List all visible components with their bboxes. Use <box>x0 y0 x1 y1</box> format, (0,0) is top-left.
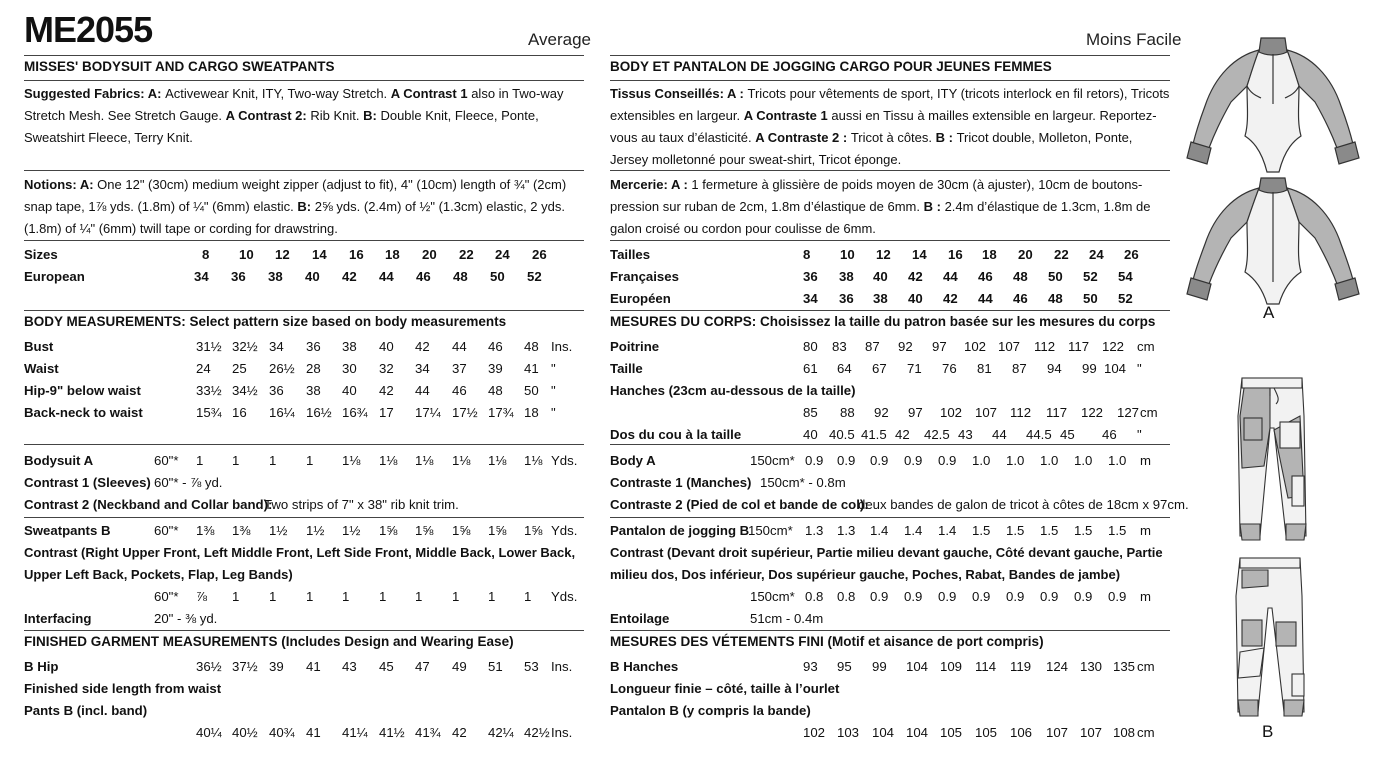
table-cell: 1½ <box>306 523 325 538</box>
table-cell: 17¾ <box>488 405 514 420</box>
table-cell: 36½ <box>196 659 222 674</box>
table-cell: 0.8 <box>805 589 824 604</box>
table-cell: 105 <box>940 725 963 740</box>
table-cell: 106 <box>1010 725 1033 740</box>
pants-row-en: 40¼ 40½ 40¾ 41 41¼ 41½ 41¾ 42 42¼ 42½ Ins. <box>24 722 584 744</box>
table-cell: 17¼ <box>415 405 441 420</box>
table-cell: 1.0 <box>1108 453 1127 468</box>
table-cell: 10 <box>239 247 254 262</box>
side-length-en: Finished side length from waist <box>24 681 222 696</box>
contrast-pants-row-fr: 150cm* 0.8 0.8 0.9 0.9 0.9 0.9 0.9 0.9 0.9 0.9 m <box>610 586 1170 608</box>
table-cell: 1⅛ <box>415 453 434 468</box>
table-cell: 109 <box>940 659 963 674</box>
table-cell: 102 <box>940 405 963 420</box>
sweatpants-front-illustration <box>1234 376 1310 552</box>
bust-row-fr: Poitrine 80 83 87 92 97 102 107 112 117 122 cm <box>610 336 1170 358</box>
table-cell: 44 <box>452 339 467 354</box>
sweatpants-row-en: Sweatpants B 60"* 1⅜ 1⅜ 1½ 1½ 1½ 1⅝ 1⅝ 1⅝ 1⅝ 1⅝ Yds. <box>24 520 584 542</box>
table-cell: 1⅛ <box>488 453 507 468</box>
view-b-label: B <box>1262 722 1274 741</box>
table-cell: 52 <box>527 269 542 284</box>
table-cell: 114 <box>975 659 997 674</box>
table-cell: 32½ <box>232 339 258 354</box>
table-cell: 1⅜ <box>232 523 251 538</box>
table-cell: 40 <box>379 339 394 354</box>
table-cell: 50 <box>1048 269 1063 284</box>
table-cell: 1.5 <box>972 523 991 538</box>
table-cell: 38 <box>839 269 854 284</box>
table-cell: 42 <box>379 383 394 398</box>
table-cell: 16 <box>232 405 247 420</box>
table-cell: 42 <box>943 291 958 306</box>
table-cell: 48 <box>488 383 503 398</box>
table-cell: 1 <box>524 589 532 604</box>
table-cell: 64 <box>837 361 852 376</box>
table-cell: 46 <box>1013 291 1028 306</box>
table-cell: 107 <box>1046 725 1069 740</box>
table-cell: 87 <box>865 339 880 354</box>
table-cell: 41½ <box>379 725 405 740</box>
table-cell: 0.8 <box>837 589 856 604</box>
table-cell: 41¾ <box>415 725 441 740</box>
table-cell: 94 <box>1047 361 1062 376</box>
contrast-pants-en: Contrast (Right Upper Front, Left Middle Front, Left Side Front, Middle Back, Lower Back, Upper Left Back, Pockets, Flap, Leg Bands) <box>24 545 576 582</box>
table-cell: 1 <box>306 453 314 468</box>
table-cell: 135 <box>1113 659 1136 674</box>
table-cell: 1⅛ <box>342 453 361 468</box>
table-cell: 39 <box>488 361 503 376</box>
table-cell: 18 <box>385 247 400 262</box>
table-cell: 34 <box>194 269 209 284</box>
table-cell: 112 <box>1010 405 1032 420</box>
european-row-en: European 34 36 38 40 42 44 46 48 50 52 <box>24 266 584 288</box>
table-cell: 1 <box>452 589 460 604</box>
table-cell: 41 <box>524 361 539 376</box>
table-cell: 43 <box>342 659 357 674</box>
table-cell: 24 <box>495 247 510 262</box>
table-cell: 12 <box>876 247 891 262</box>
body-a-row-fr: Body A 150cm* 0.9 0.9 0.9 0.9 0.9 1.0 1.0 1.0 1.0 1.0 m <box>610 450 1170 472</box>
table-cell: 51 <box>488 659 503 674</box>
table-cell: 1.5 <box>1108 523 1127 538</box>
table-cell: 88 <box>840 405 855 420</box>
table-cell: 1⅝ <box>415 523 434 538</box>
table-cell: 16 <box>948 247 963 262</box>
table-cell: 8 <box>803 247 811 262</box>
pants-row-fr: Pantalon de jogging B 150cm* 1.3 1.3 1.4 1.4 1.4 1.5 1.5 1.5 1.5 1.5 m <box>610 520 1170 542</box>
table-cell: 0.9 <box>870 453 889 468</box>
table-cell: 104 <box>906 659 929 674</box>
notions-en: Notions: A: One 12" (30cm) medium weight zipper (adjust to fit), 4" (10cm) length of ¾" (2cm) snap tape, 1⅞ yds. (1.8m) of ¼" (6mm) elastic. B: 2⅝ yds. (2.4m) of ½" (1.3cm) elastic, 2 yds. (1.8m) of ¼" (6mm) twill tape or cording for drawstring. <box>24 177 567 236</box>
table-cell: 1 <box>232 589 240 604</box>
table-cell: 24 <box>1089 247 1104 262</box>
table-cell: 22 <box>1054 247 1069 262</box>
table-cell: 38 <box>268 269 283 284</box>
table-cell: 40¾ <box>269 725 295 740</box>
table-cell: 16¼ <box>269 405 295 420</box>
table-cell: 81 <box>977 361 992 376</box>
table-cell: 36 <box>269 383 284 398</box>
bodysuit-back-illustration <box>1185 176 1361 306</box>
table-cell: 20 <box>1018 247 1033 262</box>
table-cell: 0.9 <box>904 589 923 604</box>
table-cell: 1 <box>342 589 350 604</box>
table-cell: 33½ <box>196 383 222 398</box>
table-cell: 43 <box>958 427 973 442</box>
fabrics-fr: Tissus Conseillés: A : Tricots pour vêtements de sport, ITY (tricots interlock en fil retors), Tricots extensibles en largeur. A Contraste 1 aussi en Tissu à mailles extensible en largeur. Reportez-vous au taux d’élasticité. A Contraste 2 : Tricot à côtes. B : Tricot double, Molleton, Ponte, Jersey molletonné pour sweat-shirt, Tricot éponge. <box>610 86 1170 167</box>
table-cell: 44 <box>943 269 958 284</box>
table-cell: 1⅜ <box>196 523 215 538</box>
table-cell: 92 <box>874 405 889 420</box>
table-cell: 97 <box>908 405 923 420</box>
title-en: MISSES' BODYSUIT AND CARGO SWEATPANTS <box>24 59 335 74</box>
table-cell: 1 <box>415 589 423 604</box>
table-cell: 52 <box>1083 269 1098 284</box>
table-cell: 52 <box>1118 291 1133 306</box>
table-cell: 45 <box>379 659 394 674</box>
view-a-label: A <box>1263 303 1275 322</box>
table-cell: 1.0 <box>1006 453 1025 468</box>
table-cell: 1.3 <box>805 523 824 538</box>
table-cell: 40.5 <box>829 427 855 442</box>
sizes-row-fr: Tailles 8 10 12 14 16 18 20 22 24 26 <box>610 244 1170 266</box>
table-cell: 36 <box>231 269 246 284</box>
table-cell: 1 <box>269 589 277 604</box>
body-row-en: Back-neck to waist 15¾ 16 16¼ 16½ 16¾ 17 17¼ 17½ 17¾ 18 " <box>24 402 584 424</box>
table-cell: 26 <box>532 247 547 262</box>
table-cell: 30 <box>342 361 357 376</box>
table-cell: 46 <box>978 269 993 284</box>
table-cell: 85 <box>803 405 818 420</box>
table-cell: 10 <box>840 247 855 262</box>
table-cell: 1 <box>232 453 240 468</box>
fhip-row-fr: B Hanches 93 95 99 104 109 114 119 124 130 135 cm <box>610 656 1170 678</box>
table-cell: 42 <box>342 269 357 284</box>
table-cell: 46 <box>1102 427 1117 442</box>
table-cell: 71 <box>907 361 922 376</box>
table-cell: 40 <box>873 269 888 284</box>
table-cell: 42½ <box>524 725 550 740</box>
hip-label-fr: Hanches (23cm au-dessous de la taille) <box>610 383 856 398</box>
table-cell: 50 <box>1083 291 1098 306</box>
table-cell: 42 <box>415 339 430 354</box>
table-cell: 1⅝ <box>452 523 471 538</box>
table-cell: 0.9 <box>1040 589 1059 604</box>
table-cell: 0.9 <box>938 589 957 604</box>
table-cell: ⅞ <box>196 589 207 604</box>
french-row-fr: Françaises 36 38 40 42 44 46 48 50 52 54 <box>610 266 1170 288</box>
table-cell: 1 <box>306 589 314 604</box>
fabrics-en: Suggested Fabrics: A: Activewear Knit, ITY, Two-way Stretch. A Contrast 1 also in Two-way Stretch Mesh. See Stretch Gauge. A Contrast 2: Rib Knit. B: Double Knit, Fleece, Ponte, Sweatshirt Fleece, Terry Knit. <box>24 86 564 145</box>
table-cell: 53 <box>524 659 539 674</box>
interfacing-row-fr: Entoilage 51cm - 0.4m <box>610 611 824 626</box>
table-cell: 1.5 <box>1006 523 1025 538</box>
table-cell: 42¼ <box>488 725 514 740</box>
table-cell: 0.9 <box>972 589 991 604</box>
table-cell: 1.4 <box>904 523 923 538</box>
table-cell: 47 <box>415 659 430 674</box>
hip-row-en: B Hip 36½ 37½ 39 41 43 45 47 49 51 53 Ins. <box>24 656 584 678</box>
table-cell: 14 <box>912 247 927 262</box>
table-cell: 122 <box>1081 405 1104 420</box>
bodysuit-front-illustration <box>1185 36 1361 178</box>
table-cell: 31½ <box>196 339 222 354</box>
table-cell: 1½ <box>342 523 361 538</box>
contrast-pants-row-en: 60"* ⅞ 1 1 1 1 1 1 1 1 1 Yds. <box>24 586 584 608</box>
table-cell: 44 <box>978 291 993 306</box>
table-cell: 50 <box>490 269 505 284</box>
table-cell: 46 <box>488 339 503 354</box>
table-cell: 104 <box>1104 361 1127 376</box>
table-cell: 93 <box>803 659 818 674</box>
table-cell: 36 <box>803 269 818 284</box>
table-cell: 1⅝ <box>524 523 543 538</box>
table-cell: 67 <box>872 361 887 376</box>
difficulty-en: Average <box>528 30 592 49</box>
waist-row-fr: Taille 61 64 67 71 76 81 87 94 99 104 " <box>610 358 1170 380</box>
body-heading-fr: MESURES DU CORPS: Choisissez la taille du patron basée sur les mesures du corps <box>610 314 1156 329</box>
table-cell: 26 <box>1124 247 1139 262</box>
table-cell: 38 <box>342 339 357 354</box>
table-cell: 48 <box>453 269 468 284</box>
table-cell: 40 <box>305 269 320 284</box>
table-cell: 117 <box>1046 405 1068 420</box>
table-cell: 40¼ <box>196 725 222 740</box>
body-row-en: Waist 24 25 26½ 28 30 32 34 37 39 41 " <box>24 358 584 380</box>
table-cell: 124 <box>1046 659 1069 674</box>
table-cell: 37½ <box>232 659 258 674</box>
table-cell: 1.5 <box>1040 523 1059 538</box>
table-cell: 16½ <box>306 405 332 420</box>
table-cell: 112 <box>1034 339 1056 354</box>
table-cell: 42 <box>452 725 467 740</box>
table-cell: 42.5 <box>924 427 950 442</box>
table-cell: 40 <box>342 383 357 398</box>
european-row-fr: Européen 34 36 38 40 42 44 46 48 50 52 <box>610 288 1170 310</box>
table-cell: 48 <box>1048 291 1063 306</box>
table-cell: 99 <box>1082 361 1097 376</box>
table-cell: 1.0 <box>1040 453 1059 468</box>
table-cell: 41.5 <box>861 427 887 442</box>
table-cell: 26½ <box>269 361 295 376</box>
bodysuit-row-en: Bodysuit A 60"* 1 1 1 1 1⅛ 1⅛ 1⅛ 1⅛ 1⅛ 1⅛ Yds. <box>24 450 584 472</box>
table-cell: 40 <box>803 427 818 442</box>
table-cell: 54 <box>1118 269 1133 284</box>
table-cell: 40 <box>908 291 923 306</box>
table-cell: 50 <box>524 383 539 398</box>
table-cell: 49 <box>452 659 467 674</box>
pattern-code: ME2055 <box>24 9 153 50</box>
finished-heading-fr: MESURES DES VÉTEMENTS FINI (Motif et aisance de port compris) <box>610 634 1044 649</box>
table-cell: 36 <box>839 291 854 306</box>
table-cell: 117 <box>1068 339 1090 354</box>
table-cell: 105 <box>975 725 998 740</box>
table-cell: 107 <box>1080 725 1103 740</box>
table-cell: 44 <box>992 427 1007 442</box>
table-cell: 17½ <box>452 405 478 420</box>
table-cell: 39 <box>269 659 284 674</box>
table-cell: 22 <box>459 247 474 262</box>
table-cell: 14 <box>312 247 327 262</box>
table-cell: 38 <box>306 383 321 398</box>
table-cell: 44 <box>415 383 430 398</box>
table-cell: 41 <box>306 725 321 740</box>
table-cell: 1.3 <box>837 523 856 538</box>
table-cell: 41¼ <box>342 725 368 740</box>
table-cell: 15¾ <box>196 405 222 420</box>
back-row-fr: Dos du cou à la taille 40 40.5 41.5 42 42.5 43 44 44.5 45 46 " <box>610 424 1170 446</box>
table-cell: 45 <box>1060 427 1075 442</box>
table-cell: 0.9 <box>1108 589 1127 604</box>
table-cell: 16¾ <box>342 405 368 420</box>
contrast2-row-en: Contrast 2 (Neckband and Collar band): Two strips of 7" x 38" rib knit trim. <box>24 497 459 512</box>
table-cell: 1 <box>196 453 204 468</box>
table-cell: 1.4 <box>938 523 957 538</box>
table-cell: 48 <box>1013 269 1028 284</box>
table-cell: 83 <box>832 339 847 354</box>
table-cell: 46 <box>452 383 467 398</box>
table-cell: 18 <box>524 405 539 420</box>
table-cell: 0.9 <box>805 453 824 468</box>
body-row-en: Hip-9" below waist 33½ 34½ 36 38 40 42 44 46 48 50 " <box>24 380 584 402</box>
table-cell: 42 <box>895 427 910 442</box>
table-cell: 41 <box>306 659 321 674</box>
table-cell: 61 <box>803 361 818 376</box>
table-cell: 37 <box>452 361 467 376</box>
table-cell: 95 <box>837 659 852 674</box>
table-cell: 18 <box>982 247 997 262</box>
table-cell: 0.9 <box>870 589 889 604</box>
table-cell: 80 <box>803 339 818 354</box>
table-cell: 1⅝ <box>379 523 398 538</box>
table-cell: 34 <box>269 339 284 354</box>
table-cell: 122 <box>1102 339 1125 354</box>
table-cell: 16 <box>349 247 364 262</box>
contrast2-row-fr: Contraste 2 (Pied de col et bande de col): deux bandes de galon de tricot à côtes de 18cm x 97cm. <box>610 497 1189 512</box>
pantsb-label-fr: Pantalon B (y compris la bande) <box>610 703 811 718</box>
sizes-row-en: Sizes 8 10 12 14 16 18 20 22 24 26 <box>24 244 584 266</box>
body-row-en: Bust 31½ 32½ 34 36 38 40 42 44 46 48 Ins. <box>24 336 584 358</box>
table-cell: 44.5 <box>1026 427 1052 442</box>
table-cell: 1⅛ <box>452 453 471 468</box>
table-cell: 130 <box>1080 659 1103 674</box>
table-cell: 46 <box>416 269 431 284</box>
table-cell: 104 <box>906 725 929 740</box>
table-cell: 0.9 <box>837 453 856 468</box>
table-cell: 102 <box>964 339 987 354</box>
table-cell: 119 <box>1010 659 1032 674</box>
table-cell: 28 <box>306 361 321 376</box>
table-cell: 107 <box>998 339 1021 354</box>
table-cell: 24 <box>196 361 211 376</box>
table-cell: 40½ <box>232 725 258 740</box>
table-cell: 25 <box>232 361 247 376</box>
pants-label-en: Pants B (incl. band) <box>24 703 148 718</box>
pantsb-row-fr: 102 103 104 104 105 105 106 107 107 108 cm <box>610 722 1170 744</box>
hip-row-fr: 85 88 92 97 102 107 112 117 122 127 cm <box>610 402 1170 424</box>
contrast1-row-en: Contrast 1 (Sleeves) 60"* - ⅞ yd. <box>24 475 223 490</box>
table-cell: 34 <box>803 291 818 306</box>
table-cell: 1.5 <box>1074 523 1093 538</box>
table-cell: 44 <box>379 269 394 284</box>
body-heading-en: BODY MEASUREMENTS: Select pattern size based on body measurements <box>24 314 507 329</box>
table-cell: 1.0 <box>972 453 991 468</box>
table-cell: 8 <box>202 247 210 262</box>
table-cell: 17 <box>379 405 394 420</box>
table-cell: 104 <box>872 725 895 740</box>
table-cell: 76 <box>942 361 957 376</box>
title-fr: BODY ET PANTALON DE JOGGING CARGO POUR JEUNES FEMMES <box>610 59 1052 74</box>
table-cell: 1.0 <box>1074 453 1093 468</box>
table-cell: 36 <box>306 339 321 354</box>
table-cell: 0.9 <box>1074 589 1093 604</box>
table-cell: 97 <box>932 339 947 354</box>
table-cell: 48 <box>524 339 539 354</box>
table-cell: 1⅛ <box>379 453 398 468</box>
table-cell: 87 <box>1012 361 1027 376</box>
table-cell: 127 <box>1117 405 1140 420</box>
table-cell: 103 <box>837 725 860 740</box>
table-cell: 0.9 <box>938 453 957 468</box>
contrast1-row-fr: Contraste 1 (Manches) 150cm* - 0.8m <box>610 475 846 490</box>
table-cell: 38 <box>873 291 888 306</box>
difficulty-fr: Moins Facile <box>1086 30 1182 49</box>
table-cell: 108 <box>1113 725 1136 740</box>
length-label-fr: Longueur finie – côté, taille à l’ourlet <box>610 681 840 696</box>
table-cell: 34½ <box>232 383 258 398</box>
sweatpants-back-illustration <box>1232 556 1308 728</box>
table-cell: 1½ <box>269 523 288 538</box>
table-cell: 34 <box>415 361 430 376</box>
table-cell: 42 <box>908 269 923 284</box>
table-cell: 102 <box>803 725 826 740</box>
table-cell: 1.4 <box>870 523 889 538</box>
interfacing-row-en: Interfacing 20" - ⅜ yd. <box>24 611 218 626</box>
table-cell: 32 <box>379 361 394 376</box>
table-cell: 107 <box>975 405 998 420</box>
table-cell: 92 <box>898 339 913 354</box>
table-cell: 1⅛ <box>524 453 543 468</box>
table-cell: 1⅝ <box>488 523 507 538</box>
table-cell: 1 <box>269 453 277 468</box>
table-cell: 20 <box>422 247 437 262</box>
table-cell: 1 <box>379 589 387 604</box>
contrast-pants-fr: Contrast (Devant droit supérieur, Partie milieu devant gauche, Côté devant gauche, Partie milieu dos, Dos inférieur, Dos supérieur gauche, Poches, Rabat, Bandes de jambe) <box>610 545 1163 582</box>
table-cell: 12 <box>275 247 290 262</box>
table-cell: 1 <box>488 589 496 604</box>
table-cell: 0.9 <box>904 453 923 468</box>
finished-heading-en: FINISHED GARMENT MEASUREMENTS (Includes Design and Wearing Ease) <box>24 634 514 649</box>
notions-fr: Mercerie: A : 1 fermeture à glissière de poids moyen de 30cm (à ajuster), 10cm de boutons-pression sur ruban de 2cm, 1.8m d’élastique de 6mm. B : 2.4m d’élastique de 1.3cm, 1.8m de galon croisé ou cordon pour coulisse de 6mm. <box>610 177 1151 236</box>
table-cell: 99 <box>872 659 887 674</box>
table-cell: 0.9 <box>1006 589 1025 604</box>
